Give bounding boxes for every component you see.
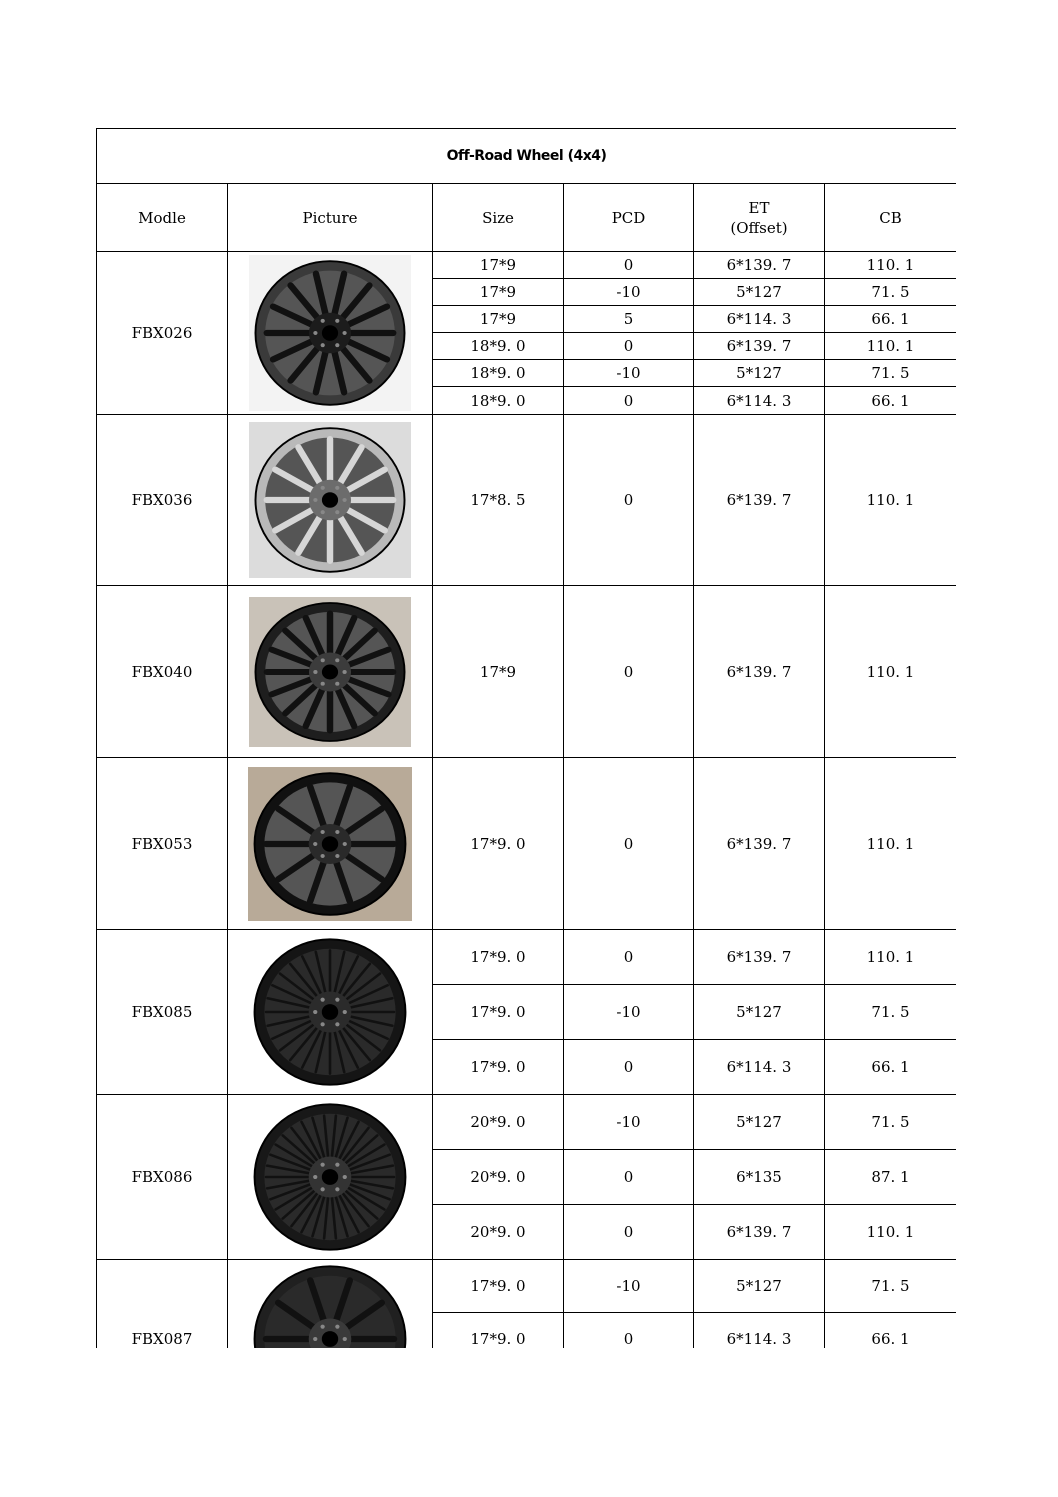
et-cell: 6*139. 7 [694,1205,825,1260]
size-cell: 20*9. 0 [433,1205,564,1260]
cb-cell: 66. 1 [825,306,957,333]
cb-cell: 110. 1 [825,930,957,985]
size-cell: 17*9. 0 [433,1040,564,1095]
size-cell: 17*8. 5 [433,415,564,586]
et-cell: 5*127 [694,360,825,387]
cb-cell: 87. 1 [825,1150,957,1205]
model-name: FBX085 [97,930,228,1095]
et-cell: 6*114. 3 [694,306,825,333]
cb-cell: 71. 5 [825,1095,957,1150]
pcd-cell: 0 [564,758,694,930]
model-picture [228,586,433,758]
pcd-cell: 5 [564,306,694,333]
et-cell: 5*127 [694,985,825,1040]
et-cell: 6*114. 3 [694,387,825,415]
et-cell: 5*127 [694,279,825,306]
size-cell: 17*9. 0 [433,1260,564,1313]
et-cell: 6*135 [694,1150,825,1205]
spec-sheet [96,128,956,1348]
table-row [97,758,957,930]
size-cell: 20*9. 0 [433,1095,564,1150]
pcd-cell: 0 [564,1313,694,1349]
pcd-cell: 0 [564,387,694,415]
pcd-cell: -10 [564,360,694,387]
header-et [694,184,825,252]
pcd-cell: 0 [564,252,694,279]
model-picture [228,415,433,586]
model-name: FBX040 [97,586,228,758]
matte-black-wheel-icon [248,1260,412,1348]
black-turbine-wheel-icon [248,1098,412,1256]
model-picture [228,930,433,1095]
pcd-cell: 0 [564,586,694,758]
cb-cell: 110. 1 [825,252,957,279]
cb-cell: 66. 1 [825,1040,957,1095]
table-row [97,586,957,758]
size-cell: 20*9. 0 [433,1150,564,1205]
cb-cell: 110. 1 [825,415,957,586]
et-cell: 6*139. 7 [694,415,825,586]
cb-cell: 71. 5 [825,279,957,306]
pcd-cell: -10 [564,279,694,306]
black-beadlock-wheel-icon [249,597,411,747]
header-row [97,184,957,252]
table-row [97,1095,957,1150]
table-row [97,252,957,279]
cb-cell: 110. 1 [825,1205,957,1260]
model-picture [228,1260,433,1349]
table-row [97,1260,957,1313]
model-picture [228,1095,433,1260]
model-name: FBX053 [97,758,228,930]
size-cell: 17*9 [433,586,564,758]
et-cell: 6*139. 7 [694,586,825,758]
et-cell: 5*127 [694,1260,825,1313]
table-title: Off-Road Wheel (4x4) [97,129,957,184]
cb-cell: 110. 1 [825,758,957,930]
pcd-cell: -10 [564,1260,694,1313]
size-cell: 18*9. 0 [433,333,564,360]
pcd-cell: 0 [564,415,694,586]
size-cell: 17*9. 0 [433,930,564,985]
gloss-black-wheel-icon [248,767,412,921]
model-picture [228,758,433,930]
pcd-cell: 0 [564,333,694,360]
cb-cell: 110. 1 [825,586,957,758]
pcd-cell: 0 [564,930,694,985]
table-row [97,415,957,586]
pcd-cell: 0 [564,1150,694,1205]
pcd-cell: 0 [564,1040,694,1095]
cb-cell: 110. 1 [825,333,957,360]
header-et-line1: ET [748,198,770,217]
et-cell: 5*127 [694,1095,825,1150]
model-name: FBX087 [97,1260,228,1349]
model-picture [228,252,433,415]
size-cell: 18*9. 0 [433,387,564,415]
wheel-spec-table [96,128,956,1348]
size-cell: 18*9. 0 [433,360,564,387]
header-et-line2: (Offset) [730,218,788,237]
et-cell: 6*139. 7 [694,252,825,279]
cb-cell: 66. 1 [825,387,957,415]
model-name: FBX086 [97,1095,228,1260]
pcd-cell: -10 [564,985,694,1040]
pcd-cell: -10 [564,1095,694,1150]
et-cell: 6*139. 7 [694,758,825,930]
cb-cell: 71. 5 [825,360,957,387]
header-size: Size [433,184,564,252]
cb-cell: 66. 1 [825,1313,957,1349]
model-name: FBX036 [97,415,228,586]
header-cb: CB [825,184,957,252]
silver-machined-wheel-icon [249,422,411,578]
header-model: Modle [97,184,228,252]
size-cell: 17*9 [433,279,564,306]
size-cell: 17*9 [433,306,564,333]
et-cell: 6*114. 3 [694,1313,825,1349]
cb-cell: 71. 5 [825,1260,957,1313]
pcd-cell: 0 [564,1205,694,1260]
et-cell: 6*114. 3 [694,1040,825,1095]
et-cell: 6*139. 7 [694,333,825,360]
size-cell: 17*9 [433,252,564,279]
black-mesh-wheel-icon [248,933,412,1091]
size-cell: 17*9. 0 [433,985,564,1040]
black-multi-spoke-wheel-icon [249,255,411,411]
table-row [97,930,957,985]
size-cell: 17*9. 0 [433,758,564,930]
et-cell: 6*139. 7 [694,930,825,985]
size-cell: 17*9. 0 [433,1313,564,1349]
header-pcd: PCD [564,184,694,252]
header-picture: Picture [228,184,433,252]
cb-cell: 71. 5 [825,985,957,1040]
model-name: FBX026 [97,252,228,415]
